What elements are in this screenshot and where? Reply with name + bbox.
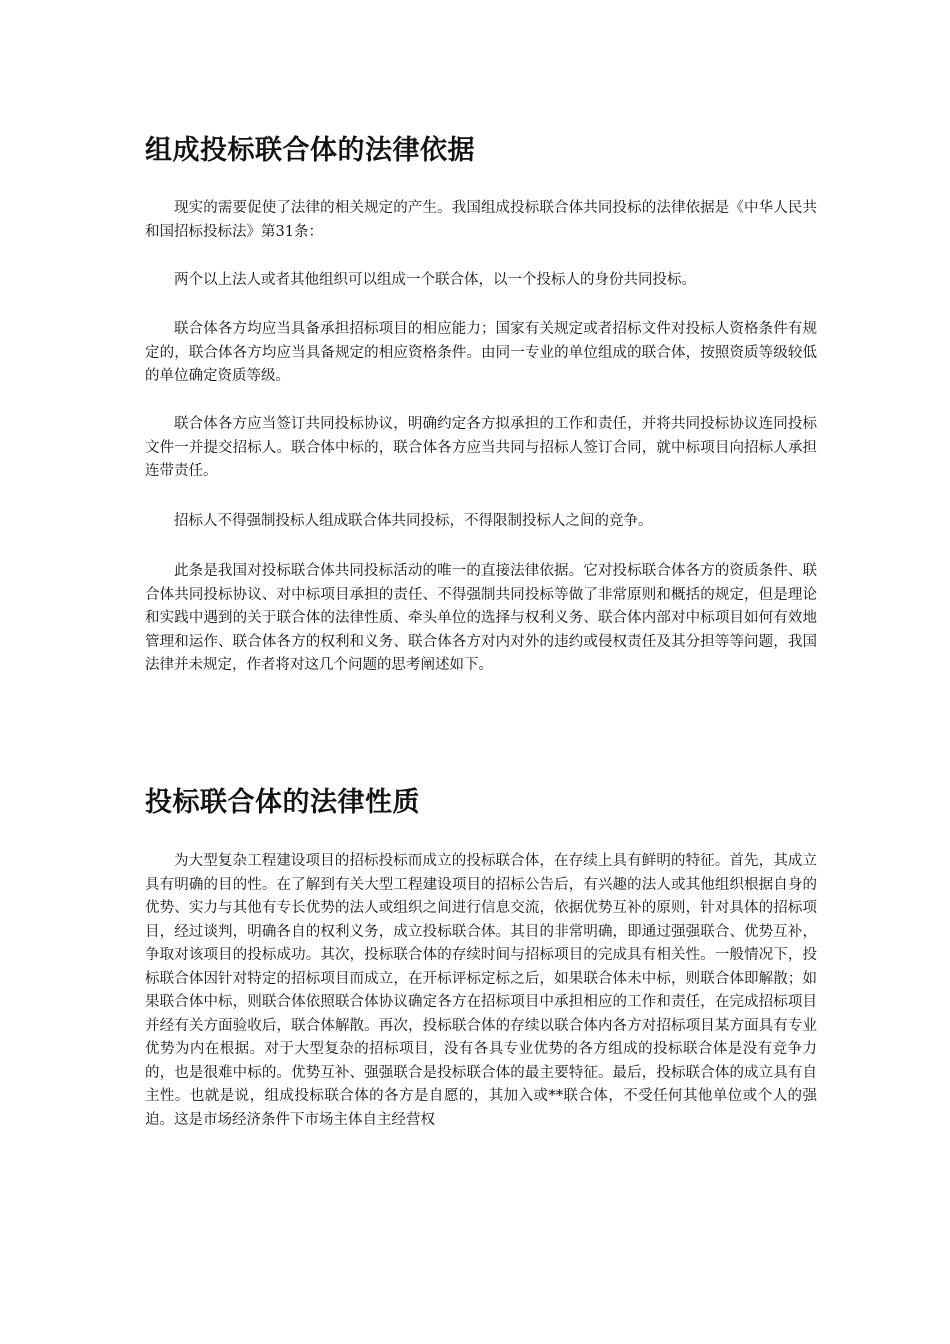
paragraph: 联合体各方应当签订共同投标协议，明确约定各方拟承担的工作和责任，并将共同投标协议连同投标文件一并提交招标人。联合体中标的，联合体各方应当共同与招标人签订合同，就中标项目向招标人承担连带责任。 [145, 416, 817, 479]
paragraph: 此条是我国对投标联合体共同投标活动的唯一的直接法律依据。它对投标联合体各方的资质条件、联合体共同投标协议、对中标项目承担的责任、不得强制共同投标等做了非常原则和概括的规定，但是理论和实践中遇到的关于联合体的法律性质、牵头单位的选择与权利义务、联合体内部对中标项目如何有效地管理和运作、联合体各方的权利和义务、联合体各方对内对外的违约或侵权责任及其分担等等问题，我国法律并未规定，作者将对这几个问题的思考阐述如下。 [145, 563, 817, 673]
paragraph: 招标人不得强制投标人组成联合体共同投标，不得限制投标人之间的竞争。 [174, 513, 653, 529]
paragraph: 联合体各方均应当具备承担招标项目的相应能力；国家有关规定或者招标文件对投标人资格条件有规定的，联合体各方均应当具备规定的相应资格条件。由同一专业的单位组成的联合体，按照资质等级较低的单位确定资质等级。 [145, 321, 817, 384]
section-title-legal-basis: 组成投标联合体的法律依据 [145, 135, 475, 166]
paragraph: 现实的需要促使了法律的相关规定的产生。我国组成投标联合体共同投标的法律依据是《中华人民共和国招标投标法》第31条： [145, 200, 817, 240]
paragraph: 为大型复杂工程建设项目的招标投标而成立的投标联合体，在存续上具有鲜明的特征。首先，其成立具有明确的目的性。在了解到有关大型工程建设项目的招标公告后，有兴趣的法人或其他组织根据自身的优势、实力与其他有专长优势的法人或组织之间进行信息交流，依据优势互补的原则，针对具体的招标项目，经过谈判，明确各自的权利义务，成立投标联合体。其目的非常明确，即通过强强联合、优势互补，争取对该项目的投标成功。其次，投标联合体的存续时间与招标项目的完成具有相关性。一般情况下，投标联合体因针对特定的招标项目而成立，在开标评标定标之后，如果联合体未中标，则联合体即解散；如果联合体中标，则联合体依照联合体协议确定各方在招标项目中承担相应的工作和责任，在完成招标项目并经有关方面验收后，联合体解散。再次，投标联合体的存续以联合体内各方对招标项目某方面具有专业优势为内在根据。对于大型复杂的招标项目，没有各具专业优势的各方组成的投标联合体是没有竞争力的，也是很难中标的。优势互补、强强联合是投标联合体的最主要特征。最后，投标联合体的成立具有自主性。也就是说，组成投标联合体的各方是自愿的，其加入或**联合体，不受任何其他单位或个人的强迫。这是市场经济条件下市场主体自主经营权 [145, 853, 817, 1128]
paragraph: 两个以上法人或者其他组织可以组成一个联合体，以一个投标人的身份共同投标。 [174, 272, 696, 288]
section-title-legal-nature: 投标联合体的法律性质 [145, 787, 420, 818]
